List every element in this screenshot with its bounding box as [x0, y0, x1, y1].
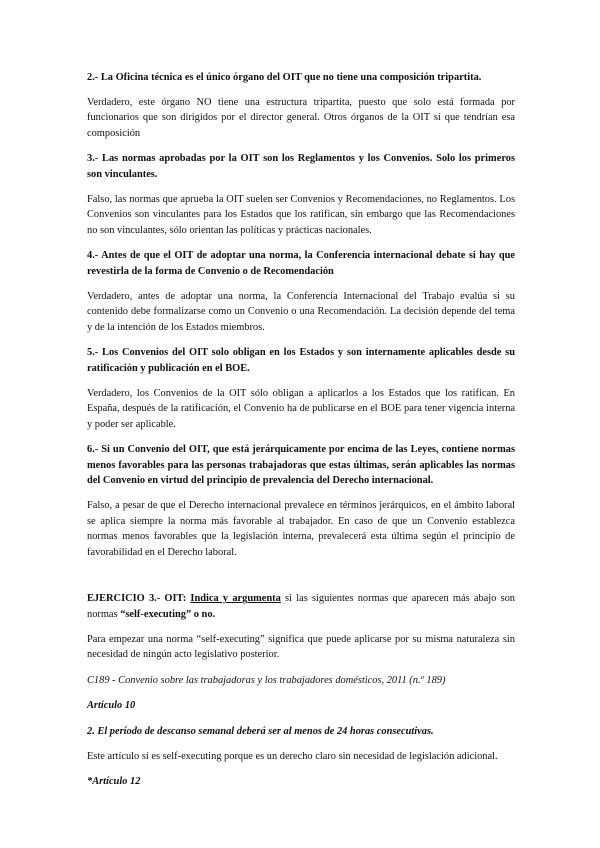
exercise-underlined: Indica y argumenta [190, 593, 281, 605]
statement-4: 4.- Antes de que el OIT de adoptar una norma, la Conferencia internacional debate si hay que revestirla de la forma de Convenio o de Recomendación [87, 250, 515, 277]
answer-5: Verdadero, los Convenios de la OIT sólo obligan a aplicarlos a los Estados que los ratifican. En España, después de la ratificación, el Convenio ha de publicarse en el BOE para tener vigencia interna y poder ser aplicable. [87, 387, 515, 430]
article-10-answer: Este artículo sí es self-executing porque es un derecho claro sin necesidad de legislación adicional. [87, 750, 498, 762]
answer-6: Falso, a pesar de que el Derecho internacional prevalece en términos jerárquicos, en el ámbito laboral se aplica siempre la norma más favorable al trabajador. En caso de que un Convenio establezca normas menos favorables que la legislación interna, prevalecerá esta última según el principio de favorabilidad en el Derecho laboral. [87, 500, 515, 558]
convention-title: C189 - Convenio sobre las trabajadoras y los trabajadores domésticos, 2011 (n.º 189) [87, 674, 446, 686]
statement-2: 2.- La Oficina técnica es el único órgano del OIT que no tiene una composición tripartita. [87, 72, 482, 83]
exercise-title [87, 591, 515, 622]
exercise-intro: Para empezar una norma “self-executing” significa que puede aplicarse por su misma naturaleza sin necesidad de ningún acto legislativo posterior. [87, 633, 515, 661]
exercise-middle: si las siguientes normas que aparecen más abajo son normas [87, 593, 516, 621]
answer-2: Verdadero, este órgano NO tiene una estructura tripartita, puesto que solo está formada por funcionarios que son dirigidos por el director general. Otros órganos de la OIT sí que tendrían esa composición [87, 96, 515, 139]
article-12-heading: *Artículo 12 [87, 776, 141, 788]
statement-6: 6.- Si un Convenio del OIT, que está jerárquicamente por encima de las Leyes, contiene normas menos favorables para las personas trabajadoras que estas últimas, serán aplicables las normas del Convenio en virtud del principio de prevalencia del Derecho internacional. [87, 444, 515, 487]
article-10-text: 2. El período de descanso semanal deberá ser al menos de 24 horas consecutivas. [87, 726, 434, 737]
answer-3: Falso, las normas que aprueba la OIT suelen ser Convenios y Recomendaciones, no Reglamentos. Los Convenios son vinculantes para los Estados que los ratifican, sin embargo que las Recomendaciones no son vinculantes, sólo orientan las políticas y prácticas nacionales. [87, 193, 515, 236]
statement-5: 5.- Los Convenios del OIT solo obligan en los Estados y son internamente aplicables desde su ratificación y publicación en el BOE. [87, 347, 515, 374]
exercise-end: “self-executing” o no. [120, 609, 216, 621]
answer-4: Verdadero, antes de adoptar una norma, la Conferencia Internacional del Trabajo evalúa si su contenido debe formalizarse como un Convenio o una Recomendación. La decisión depende del tema y de la intención de los Estados miembros. [87, 290, 515, 333]
article-10-heading: Artículo 10 [87, 700, 136, 712]
document-page [87, 70, 515, 790]
exercise-prefix: EJERCICIO 3.- OIT: [87, 593, 191, 605]
statement-3: 3.- Las normas aprobadas por la OIT son los Reglamentos y los Convenios. Solo los primeros son vinculantes. [87, 153, 515, 180]
